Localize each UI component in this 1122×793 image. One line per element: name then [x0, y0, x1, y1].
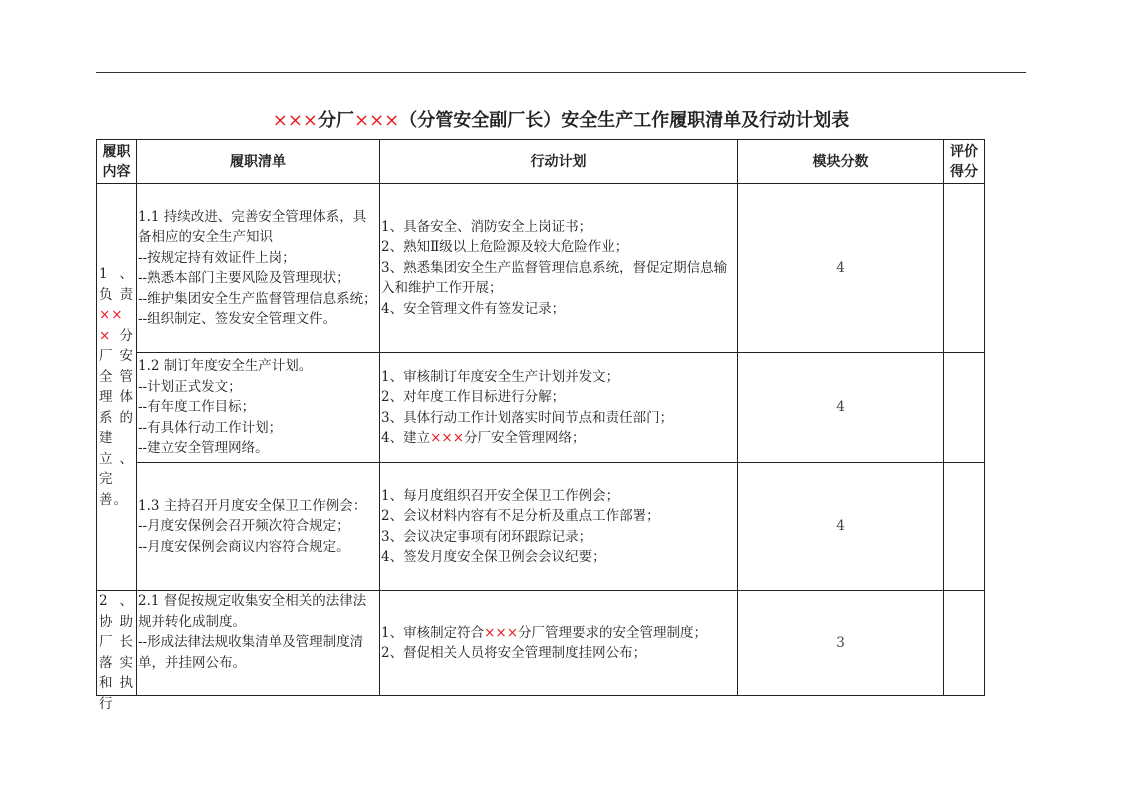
- title-placeholder: ×××: [354, 110, 400, 131]
- duty-list-cell: [137, 463, 380, 591]
- table-row: [97, 463, 985, 591]
- action-plan-cell: [380, 463, 738, 591]
- duty-table: [96, 139, 985, 712]
- table-row: [97, 184, 985, 353]
- duty-list-cell: [137, 353, 380, 463]
- plan-item: 4、安全管理文件有签发记录；: [381, 300, 566, 317]
- plan-item: [381, 623, 736, 644]
- duty-item: 1.1 持续改进、完善安全管理体系，具备相应的安全生产知识: [138, 208, 367, 245]
- module-score: 4: [738, 463, 944, 591]
- plan-item: 2、督促相关人员将安全管理制度挂网公布；: [381, 645, 647, 661]
- duty-item: --计划正式发文；: [138, 378, 242, 395]
- title-text: （分管安全副厂长）安全生产工作履职清单及行动计划表: [399, 110, 850, 131]
- module-score: 4: [738, 353, 944, 463]
- table-row: [97, 591, 985, 696]
- plan-item: 1、审核制订年度安全生产计划并发文；: [381, 368, 620, 385]
- plan-item: 3、会议决定事项有闭环跟踪记录；: [381, 528, 593, 545]
- duty-item: --组织制定、签发安全管理文件。: [138, 311, 337, 327]
- evaluation-score[interactable]: [944, 184, 985, 353]
- duty-list-cell: [137, 184, 380, 353]
- duty-item: 1.3 主持召开月度安全保卫工作例会：: [138, 497, 367, 514]
- header-evaluation: 评价得分: [944, 140, 985, 184]
- plan-item: 2、对年度工作目标进行分解；: [381, 389, 566, 405]
- section-text: 1、负责: [99, 266, 134, 303]
- section-1-cell: [97, 184, 137, 591]
- duty-item: --有具体行动工作计划；: [138, 419, 283, 436]
- duty-list-cell: [137, 591, 380, 696]
- section-placeholder: ×××: [99, 307, 124, 344]
- plan-item: 2、会议材料内容有不足分析及重点工作部署；: [381, 508, 660, 524]
- plan-placeholder: ×××: [484, 624, 519, 641]
- duty-item: --按规定持有效证件上岗；: [138, 249, 296, 266]
- duty-item: 1.2 制订年度安全生产计划。: [138, 358, 313, 375]
- duty-item: 2.1 督促按规定收集安全相关的法律法规并转化成制度。: [138, 593, 367, 630]
- duty-item: --形成法律法规收集清单及管理制度清单，并挂网公布。: [138, 634, 364, 671]
- action-plan-cell: [380, 184, 738, 353]
- section-text: 分厂安全管理体系的建立、完善。: [99, 327, 134, 508]
- duty-item: --月度安保例会商议内容符合规定。: [138, 538, 350, 555]
- duty-item: --建立安全管理网络。: [138, 440, 269, 457]
- header-rule: [96, 72, 1026, 73]
- plan-item: 1、每月度组织召开安全保卫工作例会；: [381, 487, 620, 504]
- plan-item: 3、具体行动工作计划落实时间节点和责任部门；: [381, 409, 674, 426]
- section-2-cell: [97, 591, 137, 712]
- action-plan-cell: [380, 353, 738, 463]
- evaluation-score[interactable]: [944, 591, 985, 696]
- plan-item: 1、具备安全、消防安全上岗证书；: [381, 218, 593, 235]
- evaluation-score[interactable]: [944, 353, 985, 463]
- evaluation-score[interactable]: [944, 463, 985, 591]
- page-title: [96, 106, 1026, 132]
- plan-item: 4、签发月度安全保卫例会会议纪要；: [381, 549, 606, 565]
- title-placeholder: ×××: [272, 110, 318, 131]
- plan-item: [381, 428, 736, 449]
- plan-text: 4、建立: [381, 430, 431, 446]
- duty-item: --月度安保例会召开频次符合规定；: [138, 518, 350, 535]
- plan-text: 1、审核制定符合: [381, 624, 485, 641]
- duty-item: --有年度工作目标；: [138, 399, 256, 416]
- plan-text: 分厂管理要求的安全管理制度；: [518, 624, 708, 641]
- section-text: 2、协助厂长落实和执行: [99, 593, 134, 712]
- plan-text: 分厂安全管理网络；: [464, 430, 586, 446]
- header-module-score: 模块分数: [738, 140, 944, 184]
- header-action-plan: 行动计划: [380, 140, 738, 184]
- header-duty-list: 履职清单: [137, 140, 380, 184]
- module-score: 4: [738, 184, 944, 353]
- table-row: [97, 353, 985, 463]
- duty-item: --维护集团安全生产监督管理信息系统；: [138, 290, 377, 307]
- header-duty-content: 履职内容: [97, 140, 137, 184]
- action-plan-cell: [380, 591, 738, 696]
- plan-item: 3、熟悉集团安全生产监督管理信息系统，督促定期信息输入和维护工作开展；: [381, 259, 728, 297]
- plan-placeholder: ×××: [430, 430, 465, 446]
- module-score: 3: [738, 591, 944, 696]
- table-header-row: [97, 140, 985, 184]
- plan-item: 2、熟知Ⅱ级以上危险源及较大危险作业；: [381, 239, 629, 256]
- title-text: 分厂: [318, 110, 354, 131]
- duty-item: --熟悉本部门主要风险及管理现状；: [138, 270, 350, 286]
